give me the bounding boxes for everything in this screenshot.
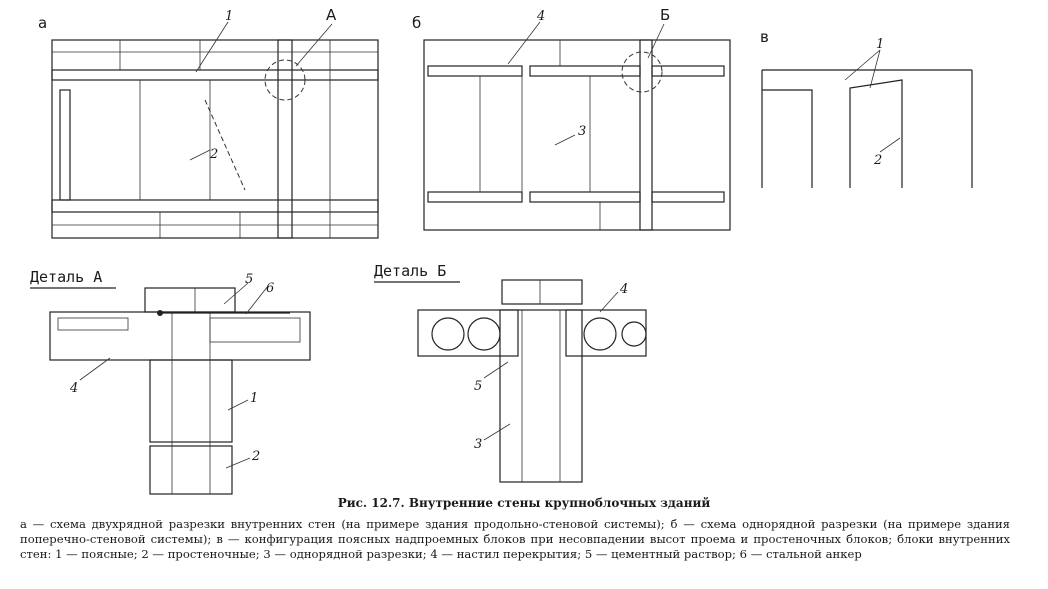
scheme-v [760, 28, 972, 188]
callout-detail-a-4: 4 [70, 381, 79, 396]
callout-a-2: 2 [210, 147, 219, 162]
callout-detail-b-3: 3 [474, 437, 483, 452]
scheme-label-b: б [412, 14, 422, 32]
scheme-b [412, 6, 730, 230]
callout-a-A: А [326, 6, 337, 24]
callout-detail-a-5: 5 [245, 272, 254, 287]
callout-v-1: 1 [876, 37, 885, 52]
callout-detail-b-4: 4 [620, 282, 629, 297]
callout-detail-a-6: 6 [266, 281, 275, 296]
callout-b-4: 4 [537, 9, 546, 24]
detail-b-title: Деталь Б [374, 262, 447, 280]
callout-detail-a-1: 1 [250, 391, 259, 406]
detail-b [374, 262, 646, 482]
callout-a-1: 1 [225, 9, 234, 24]
callout-detail-a-2: 2 [252, 449, 261, 464]
figure-caption-title: Рис. 12.7. Внутренние стены крупноблочных зданий [337, 496, 711, 510]
callout-b-B: Б [660, 6, 671, 24]
detail-a [30, 268, 310, 494]
figure-caption-body: а — схема двухрядной разрезки внутренних стен (на примере здания продольно-стеновой системы); б — схема однорядной разрезки (на примере здания поперечно-стеновой системы); в — конфигурация поясных надпроемных блоков при несовпадении высот проема и простеночных блоков; блоки внутренних стен: 1 — поясные; 2 — простеночные; 3 — однорядной разрезки; 4 — настил перекрытия; 5 — цементный раствор; 6 — стальной анкер [20, 517, 1010, 561]
scheme-label-v: в [760, 28, 769, 46]
scheme-label-a: а [38, 14, 48, 32]
callout-detail-b-5: 5 [474, 379, 483, 394]
callout-v-2: 2 [874, 153, 883, 168]
scheme-a [38, 6, 378, 238]
detail-a-title: Деталь А [30, 268, 103, 286]
callout-b-3: 3 [578, 124, 587, 139]
